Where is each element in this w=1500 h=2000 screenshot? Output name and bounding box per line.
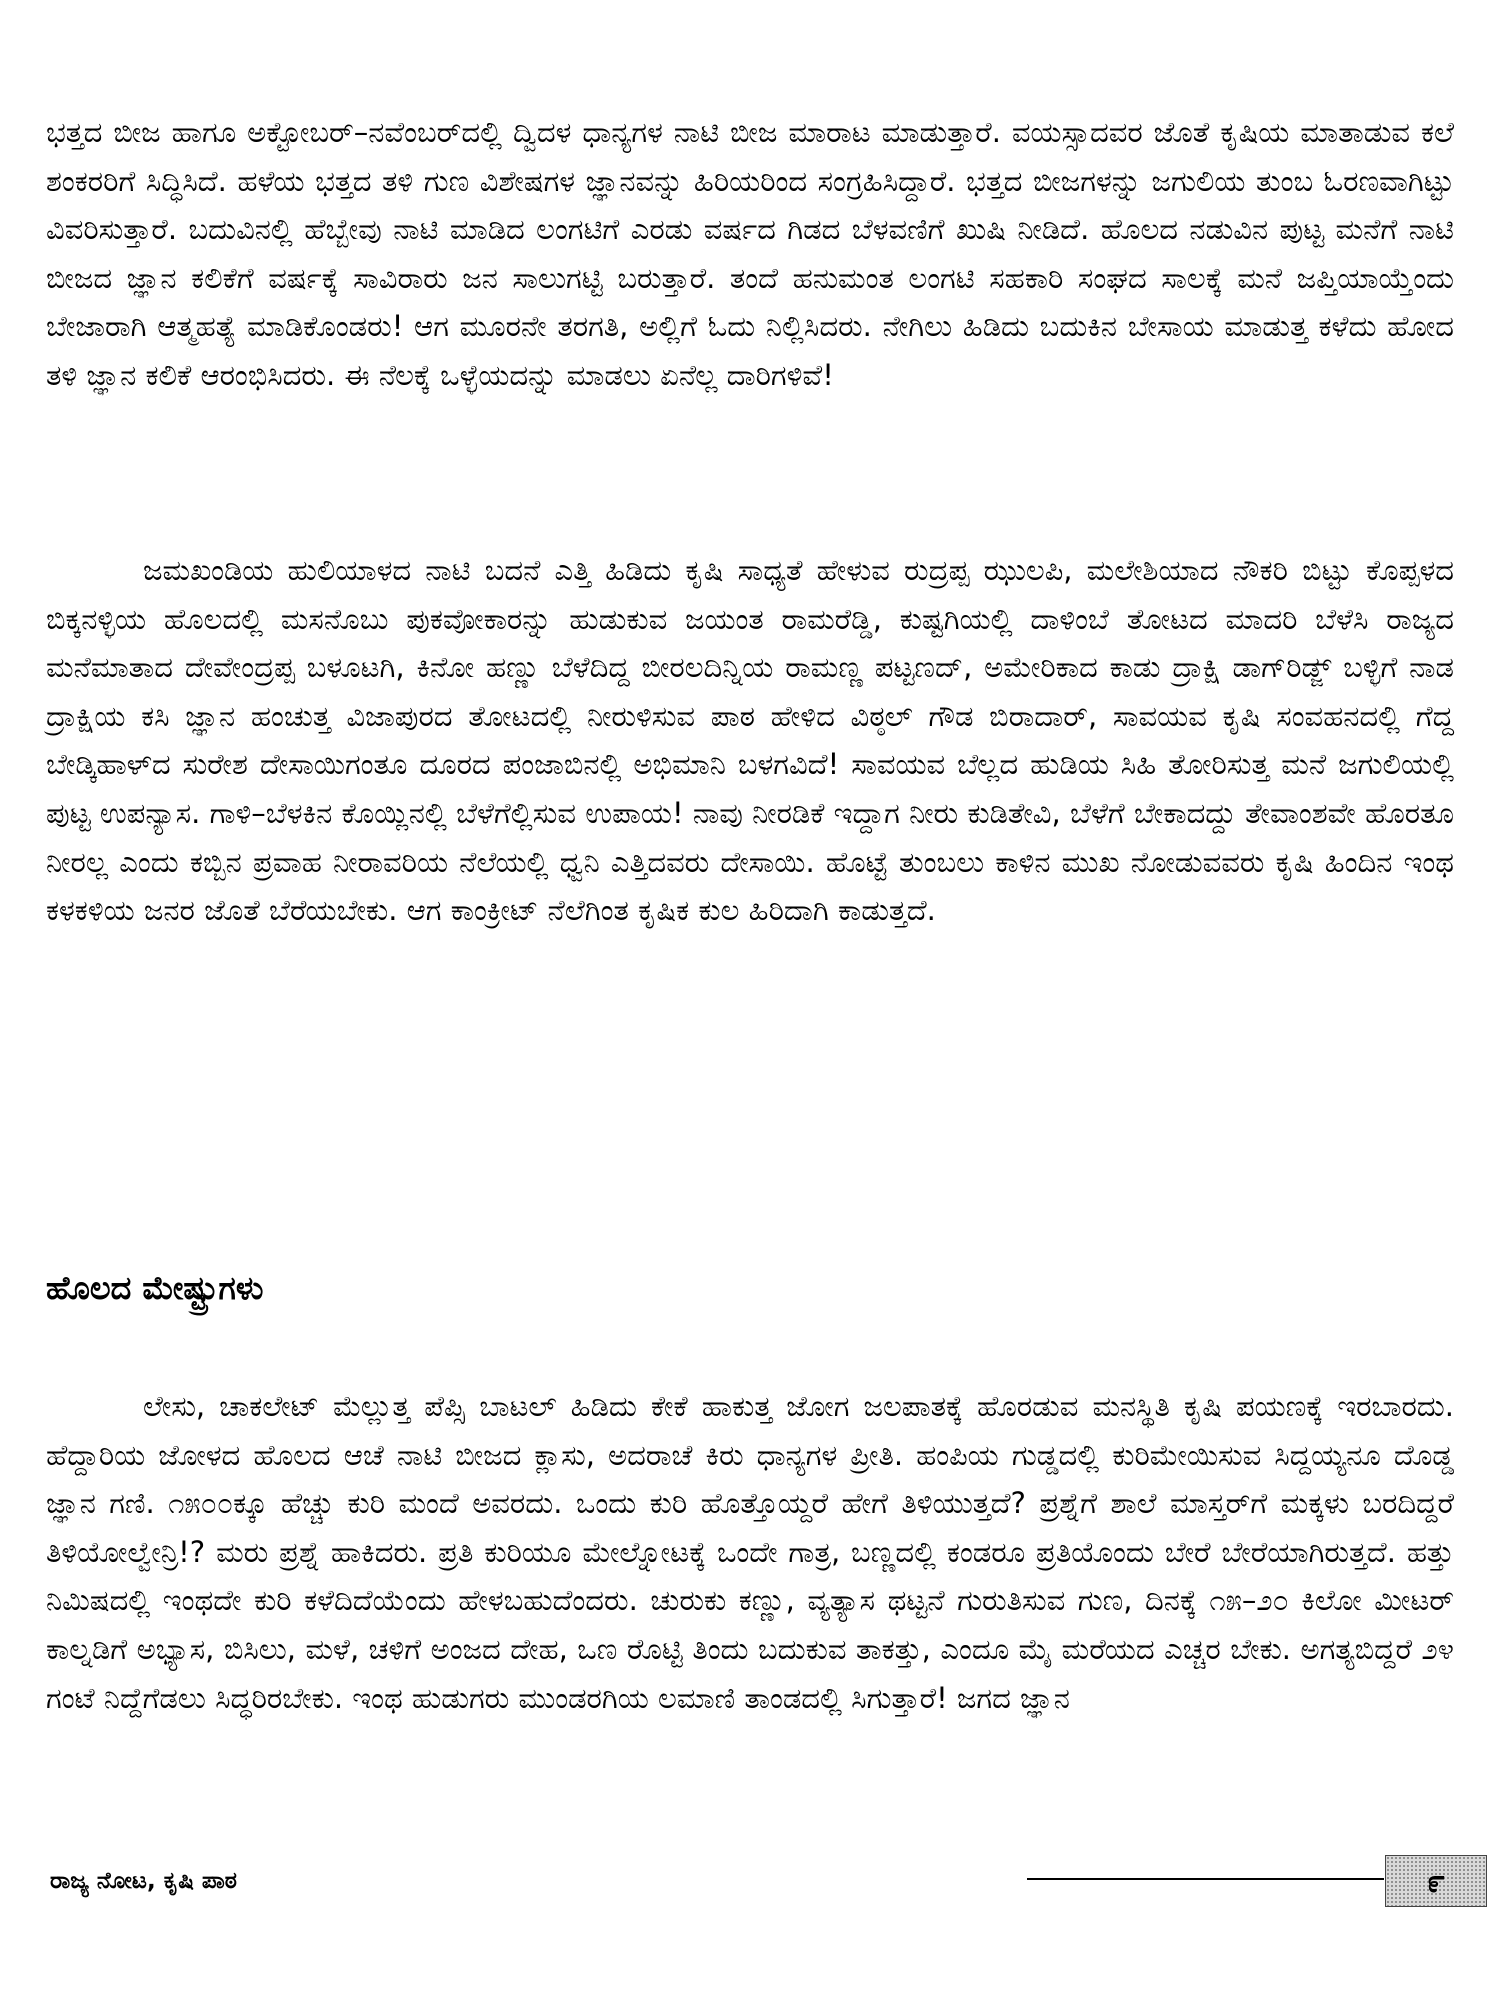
section-heading: ಹೊಲದ ಮೇಷ್ಟ್ರುಗಳು <box>46 1269 264 1307</box>
page-number: ೯ <box>1427 1861 1445 1900</box>
footer-rule <box>1027 1878 1384 1880</box>
paragraph-2: ಜಮಖಂಡಿಯ ಹುಲಿಯಾಳದ ನಾಟಿ ಬದನೆ ಎತ್ತಿ ಹಿಡಿದು ಕೃಷಿ ಸಾಧ್ಯತೆ ಹೇಳುವ ರುದ್ರಪ್ಪ ಝುಲಪಿ, ಮಲೇಶಿಯಾದ ನೌಕರಿ ಬಿಟ್ಟು ಕೊಪ್ಪಳದ ಬಿಕ್ಕನಳ್ಳಿಯ ಹೊಲದಲ್ಲಿ ಮಸನೊಬು ಪುಕವೋಕಾರನ್ನು ಹುಡುಕುವ ಜಯಂತ ರಾಮರೆಡ್ಡಿ, ಕುಷ್ಟಗಿಯಲ್ಲಿ ದಾಳಿಂಬೆ ತೋಟದ ಮಾದರಿ ಬೆಳೆಸಿ ರಾಜ್ಯದ ಮನೆಮಾತಾದ ದೇವೇಂದ್ರಪ್ಪ ಬಳೂಟಗಿ, ಕಿನೋ ಹಣ್ಣು ಬೆಳೆದಿದ್ದ ಬೀರಲದಿನ್ನಿಯ ರಾಮಣ್ಣ ಪಟ್ಟಣದ್, ಅಮೇರಿಕಾದ ಕಾಡು ದ್ರಾಕ್ಷಿ ಡಾಗ್‌ರಿಡ್ಜ್ ಬಳ್ಳಿಗೆ ನಾಡ ದ್ರಾಕ್ಷಿಯ ಕಸಿ ಜ್ಞಾನ ಹಂಚುತ್ತ ವಿಜಾಪುರದ ತೋಟದಲ್ಲಿ ನೀರುಳಿಸುವ ಪಾಠ ಹೇಳಿದ ವಿಠ್ಠಲ್ ಗೌಡ ಬಿರಾದಾರ್, ಸಾವಯವ ಕೃಷಿ ಸಂವಹನದಲ್ಲಿ ಗೆದ್ದ ಬೇಡ್ಕಿಹಾಳ್‌ದ ಸುರೇಶ ದೇಸಾಯಿಗಂತೂ ದೂರದ ಪಂಜಾಬಿನಲ್ಲಿ ಅಭಿಮಾನಿ ಬಳಗವಿದೆ! ಸಾವಯವ ಬೆಲ್ಲದ ಹುಡಿಯ ಸಿಹಿ ತೋರಿಸುತ್ತ ಮನೆ ಜಗುಲಿಯಲ್ಲಿ ಪುಟ್ಟ ಉಪನ್ಯಾಸ. ಗಾಳಿ–ಬೆಳಕಿನ ಕೊಯ್ಲಿನಲ್ಲಿ ಬೆಳೆಗೆಲ್ಲಿಸುವ ಉಪಾಯ! ನಾವು ನೀರಡಿಕೆ ಇದ್ದಾಗ ನೀರು ಕುಡಿತೇವಿ, ಬೆಳೆಗೆ ಬೇಕಾದದ್ದು ತೇವಾಂಶವೇ ಹೊರತೂ ನೀರಲ್ಲ ಎಂದು ಕಬ್ಬಿನ ಪ್ರವಾಹ ನೀರಾವರಿಯ ನೆಲೆಯಲ್ಲಿ ಧ್ವನಿ ಎತ್ತಿದವರು ದೇಸಾಯಿ. ಹೊಟ್ಟೆ ತುಂಬಲು ಕಾಳಿನ ಮುಖ ನೋಡುವವರು ಕೃಷಿ ಹಿಂದಿನ ಇಂಥ ಕಳಕಳಿಯ ಜನರ ಜೊತೆ ಬೆರೆಯಬೇಕು. ಆಗ ಕಾಂಕ್ರೀಟ್ ನೆಲೆಗಿಂತ ಕೃಷಿಕ ಕುಲ ಹಿರಿದಾಗಿ ಕಾಡುತ್ತದೆ. <box>46 553 1454 928</box>
page-number-box <box>1385 1855 1487 1907</box>
paragraph-1: ಭತ್ತದ ಬೀಜ ಹಾಗೂ ಅಕ್ಟೋಬರ್–ನವೆಂಬರ್‌ದಲ್ಲಿ ದ್ವಿದಳ ಧಾನ್ಯಗಳ ನಾಟಿ ಬೀಜ ಮಾರಾಟ ಮಾಡುತ್ತಾರೆ. ವಯಸ್ಸಾದವರ ಜೊತೆ ಕೃಷಿಯ ಮಾತಾಡುವ ಕಲೆ ಶಂಕರರಿಗೆ ಸಿದ್ಧಿಸಿದೆ. ಹಳೆಯ ಭತ್ತದ ತಳಿ ಗುಣ ವಿಶೇಷಗಳ ಜ್ಞಾನವನ್ನು ಹಿರಿಯರಿಂದ ಸಂಗ್ರಹಿಸಿದ್ದಾರೆ. ಭತ್ತದ ಬೀಜಗಳನ್ನು ಜಗುಲಿಯ ತುಂಬ ಓರಣವಾಗಿಟ್ಟು ವಿವರಿಸುತ್ತಾರೆ. ಬದುವಿನಲ್ಲಿ ಹೆಬ್ಬೇವು ನಾಟಿ ಮಾಡಿದ ಲಂಗಟಿಗೆ ಎರಡು ವರ್ಷದ ಗಿಡದ ಬೆಳವಣಿಗೆ ಖುಷಿ ನೀಡಿದೆ. ಹೊಲದ ನಡುವಿನ ಪುಟ್ಟ ಮನೆಗೆ ನಾಟಿ ಬೀಜದ ಜ್ಞಾನ ಕಲಿಕೆಗೆ ವರ್ಷಕ್ಕೆ ಸಾವಿರಾರು ಜನ ಸಾಲುಗಟ್ಟಿ ಬರುತ್ತಾರೆ. ತಂದೆ ಹನುಮಂತ ಲಂಗಟಿ ಸಹಕಾರಿ ಸಂಘದ ಸಾಲಕ್ಕೆ ಮನೆ ಜಪ್ತಿಯಾಯ್ತೆಂದು ಬೇಜಾರಾಗಿ ಆತ್ಮಹತ್ಯೆ ಮಾಡಿಕೊಂಡರು! ಆಗ ಮೂರನೇ ತರಗತಿ, ಅಲ್ಲಿಗೆ ಓದು ನಿಲ್ಲಿಸಿದರು. ನೇಗಿಲು ಹಿಡಿದು ಬದುಕಿನ ಬೇಸಾಯ ಮಾಡುತ್ತ ಕಳೆದು ಹೋದ ತಳಿ ಜ್ಞಾನ ಕಲಿಕೆ ಆರಂಭಿಸಿದರು. ಈ ನೆಲಕ್ಕೆ ಒಳ್ಳೆಯದನ್ನು ಮಾಡಲು ಏನೆಲ್ಲ ದಾರಿಗಳಿವೆ! <box>46 115 1454 392</box>
paragraph-3: ಲೇಸು, ಚಾಕಲೇಟ್ ಮೆಲ್ಲುತ್ತ ಪೆಪ್ಸಿ ಬಾಟಲ್ ಹಿಡಿದು ಕೇಕೆ ಹಾಕುತ್ತ ಜೋಗ ಜಲಪಾತಕ್ಕೆ ಹೊರಡುವ ಮನಸ್ಥಿತಿ ಕೃಷಿ ಪಯಣಕ್ಕೆ ಇರಬಾರದು. ಹೆದ್ದಾರಿಯ ಜೋಳದ ಹೊಲದ ಆಚೆ ನಾಟಿ ಬೀಜದ ಕ್ಲಾಸು, ಅದರಾಚೆ ಕಿರು ಧಾನ್ಯಗಳ ಪ್ರೀತಿ. ಹಂಪಿಯ ಗುಡ್ಡದಲ್ಲಿ ಕುರಿಮೇಯಿಸುವ ಸಿದ್ದಯ್ಯನೂ ದೊಡ್ಡ ಜ್ಞಾನ ಗಣಿ. ೧೫೦೦ಕ್ಕೂ ಹೆಚ್ಚು ಕುರಿ ಮಂದೆ ಅವರದು. ಒಂದು ಕುರಿ ಹೊತ್ತೊಯ್ದರೆ ಹೇಗೆ ತಿಳಿಯುತ್ತದೆ? ಪ್ರಶ್ನೆಗೆ ಶಾಲೆ ಮಾಸ್ತರ್‌ಗೆ ಮಕ್ಕಳು ಬರದಿದ್ದರೆ ತಿಳಿಯೋಲ್ವೇನ್ರಿ!? ಮರು ಪ್ರಶ್ನೆ ಹಾಕಿದರು. ಪ್ರತಿ ಕುರಿಯೂ ಮೇಲ್ನೋಟಕ್ಕೆ ಒಂದೇ ಗಾತ್ರ, ಬಣ್ಣದಲ್ಲಿ ಕಂಡರೂ ಪ್ರತಿಯೊಂದು ಬೇರೆ ಬೇರೆಯಾಗಿರುತ್ತದೆ. ಹತ್ತು ನಿಮಿಷದಲ್ಲಿ ಇಂಥದೇ ಕುರಿ ಕಳೆದಿದೆಯೆಂದು ಹೇಳಬಹುದೆಂದರು. ಚುರುಕು ಕಣ್ಣು, ವ್ಯತ್ಯಾಸ ಥಟ್ಟನೆ ಗುರುತಿಸುವ ಗುಣ, ದಿನಕ್ಕೆ ೧೫–೨೦ ಕಿಲೋ ಮೀಟರ್ ಕಾಲ್ನಡಿಗೆ ಅಭ್ಯಾಸ, ಬಿಸಿಲು, ಮಳೆ, ಚಳಿಗೆ ಅಂಜದ ದೇಹ, ಒಣ ರೊಟ್ಟಿ ತಿಂದು ಬದುಕುವ ತಾಕತ್ತು, ಎಂದೂ ಮೈ ಮರೆಯದ ಎಚ್ಚರ ಬೇಕು. ಅಗತ್ಯಬಿದ್ದರೆ ೨೪ ಗಂಟೆ ನಿದ್ದೆಗೆಡಲು ಸಿದ್ಧರಿರಬೇಕು. ಇಂಥ ಹುಡುಗರು ಮುಂಡರಗಿಯ ಲಮಾಣಿ ತಾಂಡದಲ್ಲಿ ಸಿಗುತ್ತಾರೆ! ಜಗದ ಜ್ಞಾನ <box>46 1389 1454 1715</box>
footer-title: ರಾಜ್ಯ ನೋಟ, ಕೃಷಿ ಪಾಠ <box>50 1868 237 1894</box>
